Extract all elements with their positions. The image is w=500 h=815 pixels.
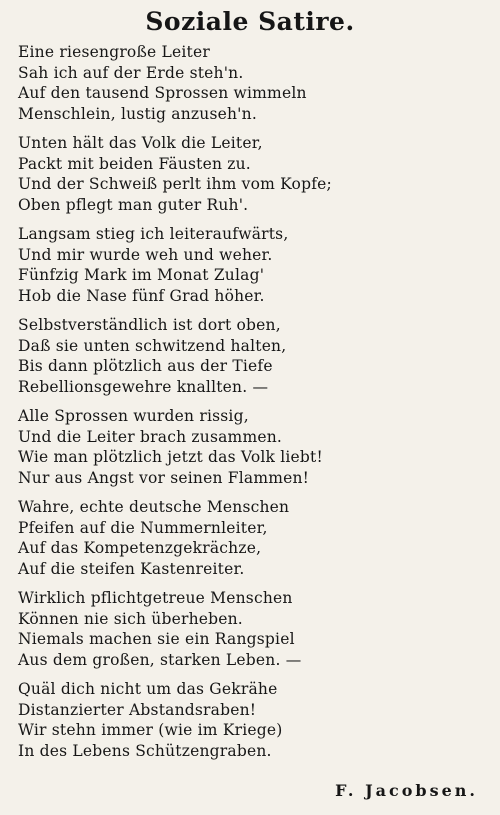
stanza-2 bbox=[18, 133, 488, 215]
stanza-5 bbox=[18, 406, 488, 488]
poem-line: Wirklich pflichtgetreue Menschen bbox=[18, 589, 293, 607]
poem-line: Packt mit beiden Fäusten zu. bbox=[18, 154, 251, 173]
poem-line: Unten hält das Volk die Leiter, bbox=[18, 134, 263, 152]
author-signature: F. Jacobsen. bbox=[335, 781, 478, 800]
poem-line: Langsam stieg ich leiteraufwärts, bbox=[18, 225, 289, 243]
poem-line: Auf den tausend Sprossen wimmeln bbox=[18, 84, 307, 102]
poem-line: Pfeifen auf die Nummernleiter, bbox=[18, 518, 268, 537]
poem-line: Oben pflegt man guter Ruh'. bbox=[18, 195, 249, 214]
poem-line: Menschlein, lustig anzuseh'n. bbox=[18, 104, 257, 123]
stanza-1 bbox=[18, 42, 488, 124]
poem-line: Sah ich auf der Erde steh'n. bbox=[18, 63, 244, 82]
poem-line: Selbstverständlich ist dort oben, bbox=[18, 316, 281, 334]
poem-line: Quäl dich nicht um das Gekrähe bbox=[18, 680, 278, 698]
poem-line: Fünfzig Mark im Monat Zulag' bbox=[18, 266, 265, 284]
stanza-7 bbox=[18, 588, 488, 670]
stanza-8 bbox=[18, 679, 488, 761]
poem-line: Und der Schweiß perlt ihm vom Kopfe; bbox=[18, 175, 332, 193]
poem-title: Soziale Satire. bbox=[145, 7, 355, 36]
poem-line: Eine riesengroße Leiter bbox=[18, 43, 210, 61]
poem-body bbox=[18, 42, 488, 770]
stanza-3 bbox=[18, 224, 488, 306]
poem-line: Und mir wurde weh und weher. bbox=[18, 245, 273, 264]
poem-line: Aus dem großen, starken Leben. — bbox=[18, 650, 302, 669]
stanza-4 bbox=[18, 315, 488, 397]
poem-line: Distanzierter Abstandsraben! bbox=[18, 700, 257, 719]
poem-line: Auf die steifen Kastenreiter. bbox=[18, 559, 245, 578]
poem-line: Bis dann plötzlich aus der Tiefe bbox=[18, 357, 273, 375]
poem-line: Rebellionsgewehre knallten. — bbox=[18, 377, 269, 396]
poem-line: Alle Sprossen wurden rissig, bbox=[18, 407, 249, 425]
poem-line: Wahre, echte deutsche Menschen bbox=[18, 498, 290, 516]
poem-line: Wir stehn immer (wie im Kriege) bbox=[18, 721, 283, 739]
poem-line: In des Lebens Schützengraben. bbox=[18, 741, 272, 760]
stanza-6 bbox=[18, 497, 488, 579]
poem-line: Daß sie unten schwitzend halten, bbox=[18, 336, 287, 355]
poem-line: Auf das Kompetenzgekrächze, bbox=[18, 539, 262, 557]
poem-line: Wie man plötzlich jetzt das Volk liebt! bbox=[18, 448, 323, 466]
poem-line: Nur aus Angst vor seinen Flammen! bbox=[18, 468, 310, 487]
poem-line: Hob die Nase fünf Grad höher. bbox=[18, 286, 265, 305]
poem-line: Und die Leiter brach zusammen. bbox=[18, 427, 283, 446]
poem-line: Niemals machen sie ein Rangspiel bbox=[18, 630, 295, 648]
poem-line: Können nie sich überheben. bbox=[18, 609, 243, 628]
